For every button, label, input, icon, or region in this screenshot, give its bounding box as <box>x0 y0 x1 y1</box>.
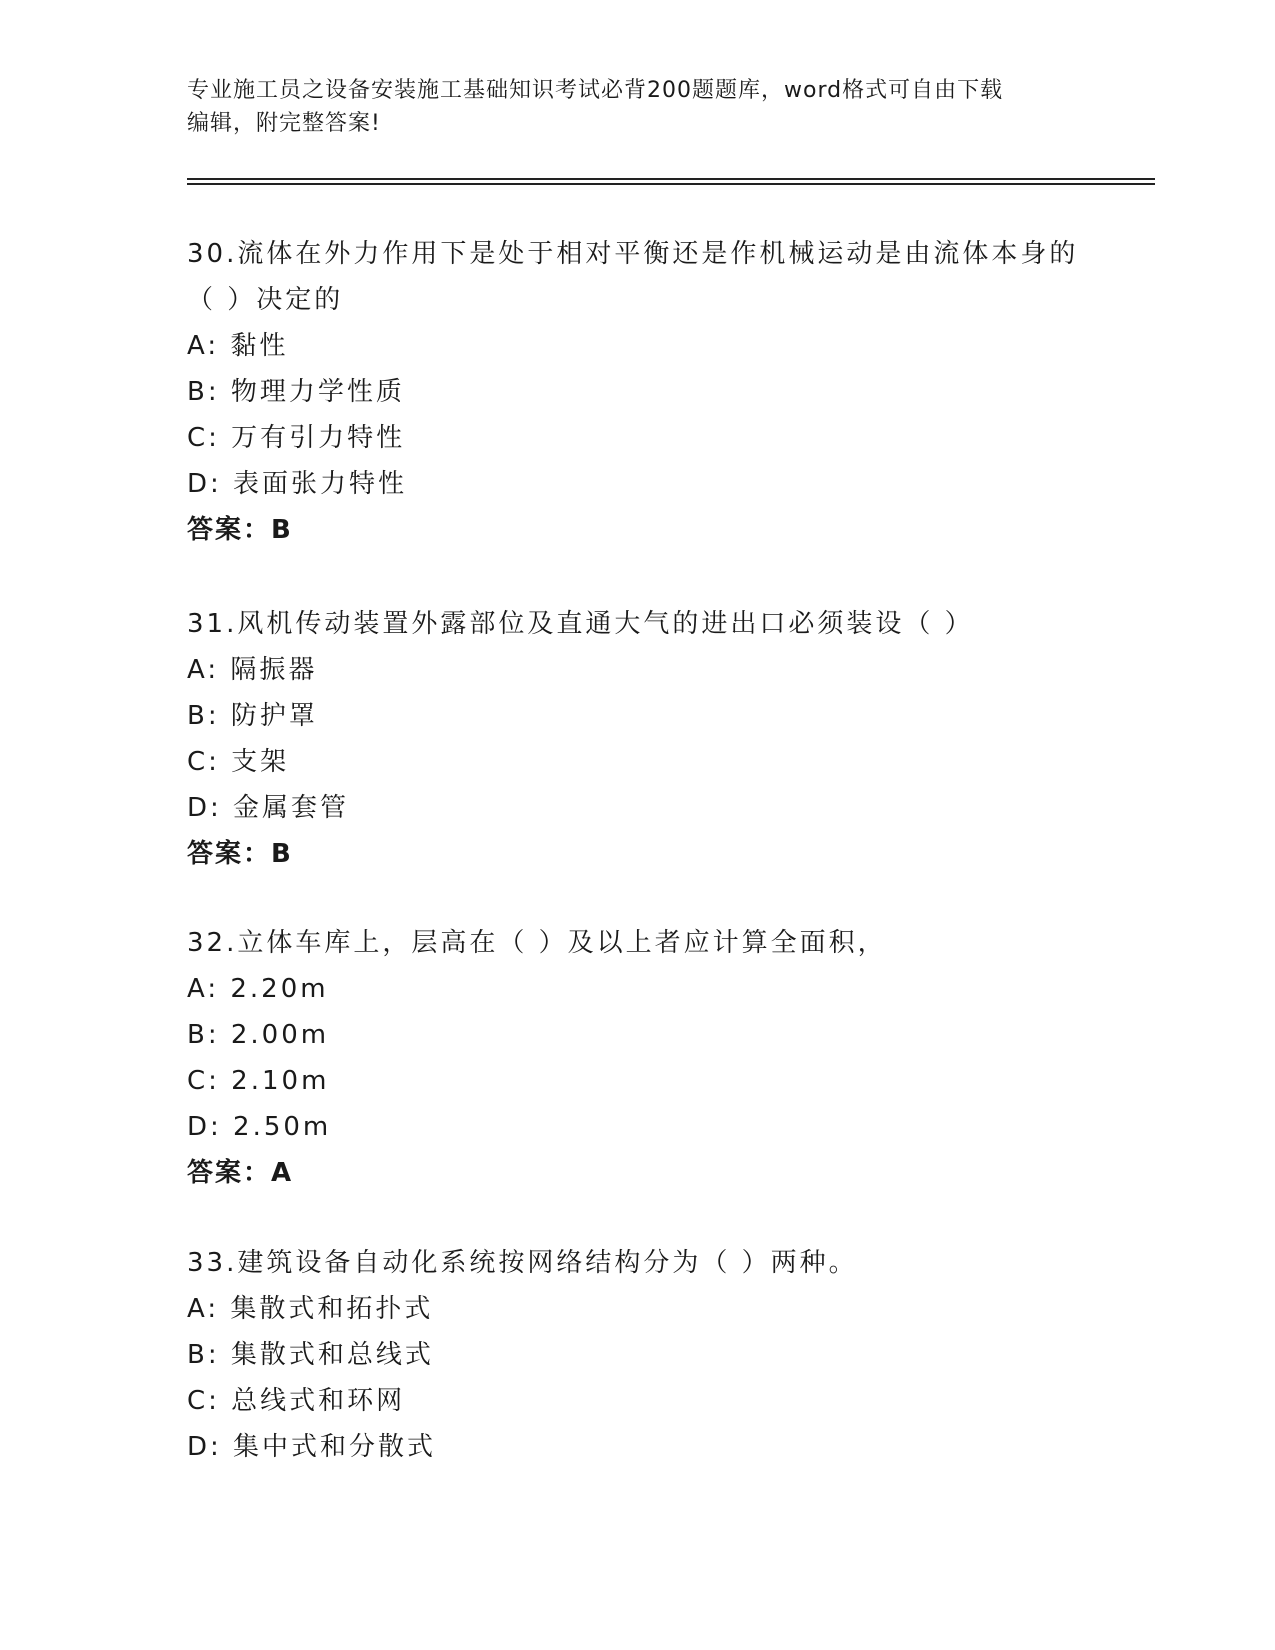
option-d: D: 集中式和分散式 <box>187 1432 437 1462</box>
answer: 答案：A <box>187 1158 294 1188</box>
option-d: D: 2.50m <box>187 1112 332 1142</box>
question-31 <box>187 601 1087 877</box>
option-c: C: 总线式和环网 <box>187 1386 406 1416</box>
option-c: C: 2.10m <box>187 1066 330 1096</box>
option-b: B: 物理力学性质 <box>187 377 405 407</box>
header-divider-bottom <box>187 183 1155 185</box>
question-stem: 32.立体车库上，层高在（ ）及以上者应计算全面积， <box>187 928 887 958</box>
answer: 答案：B <box>187 839 293 869</box>
document-header <box>187 74 1067 140</box>
header-title-line2: 编辑，附完整答案! <box>187 111 381 136</box>
question-stem: 31.风机传动装置外露部位及直通大气的进出口必须装设（ ） <box>187 609 974 639</box>
option-a: A: 黏性 <box>187 331 289 361</box>
option-a: A: 集散式和拓扑式 <box>187 1294 434 1324</box>
option-c: C: 万有引力特性 <box>187 423 406 453</box>
header-divider-top <box>187 178 1155 180</box>
option-a: A: 隔振器 <box>187 655 318 685</box>
question-32 <box>187 920 1087 1196</box>
option-b: B: 集散式和总线式 <box>187 1340 434 1370</box>
option-b: B: 防护罩 <box>187 701 318 731</box>
answer: 答案：B <box>187 515 293 545</box>
header-title-line1: 专业施工员之设备安装施工基础知识考试必背200题题库，word格式可自由下载 <box>187 78 1004 103</box>
option-d: D: 表面张力特性 <box>187 469 408 499</box>
question-stem: 33.建筑设备自动化系统按网络结构分为（ ）两种。 <box>187 1248 858 1278</box>
option-b: B: 2.00m <box>187 1020 330 1050</box>
question-30 <box>187 231 1087 553</box>
option-a: A: 2.20m <box>187 974 329 1004</box>
option-d: D: 金属套管 <box>187 793 350 823</box>
question-stem-continued: （ ）决定的 <box>187 285 344 315</box>
option-c: C: 支架 <box>187 747 290 777</box>
question-stem: 30.流体在外力作用下是处于相对平衡还是作机械运动是由流体本身的 <box>187 239 1079 269</box>
question-33 <box>187 1240 1087 1470</box>
